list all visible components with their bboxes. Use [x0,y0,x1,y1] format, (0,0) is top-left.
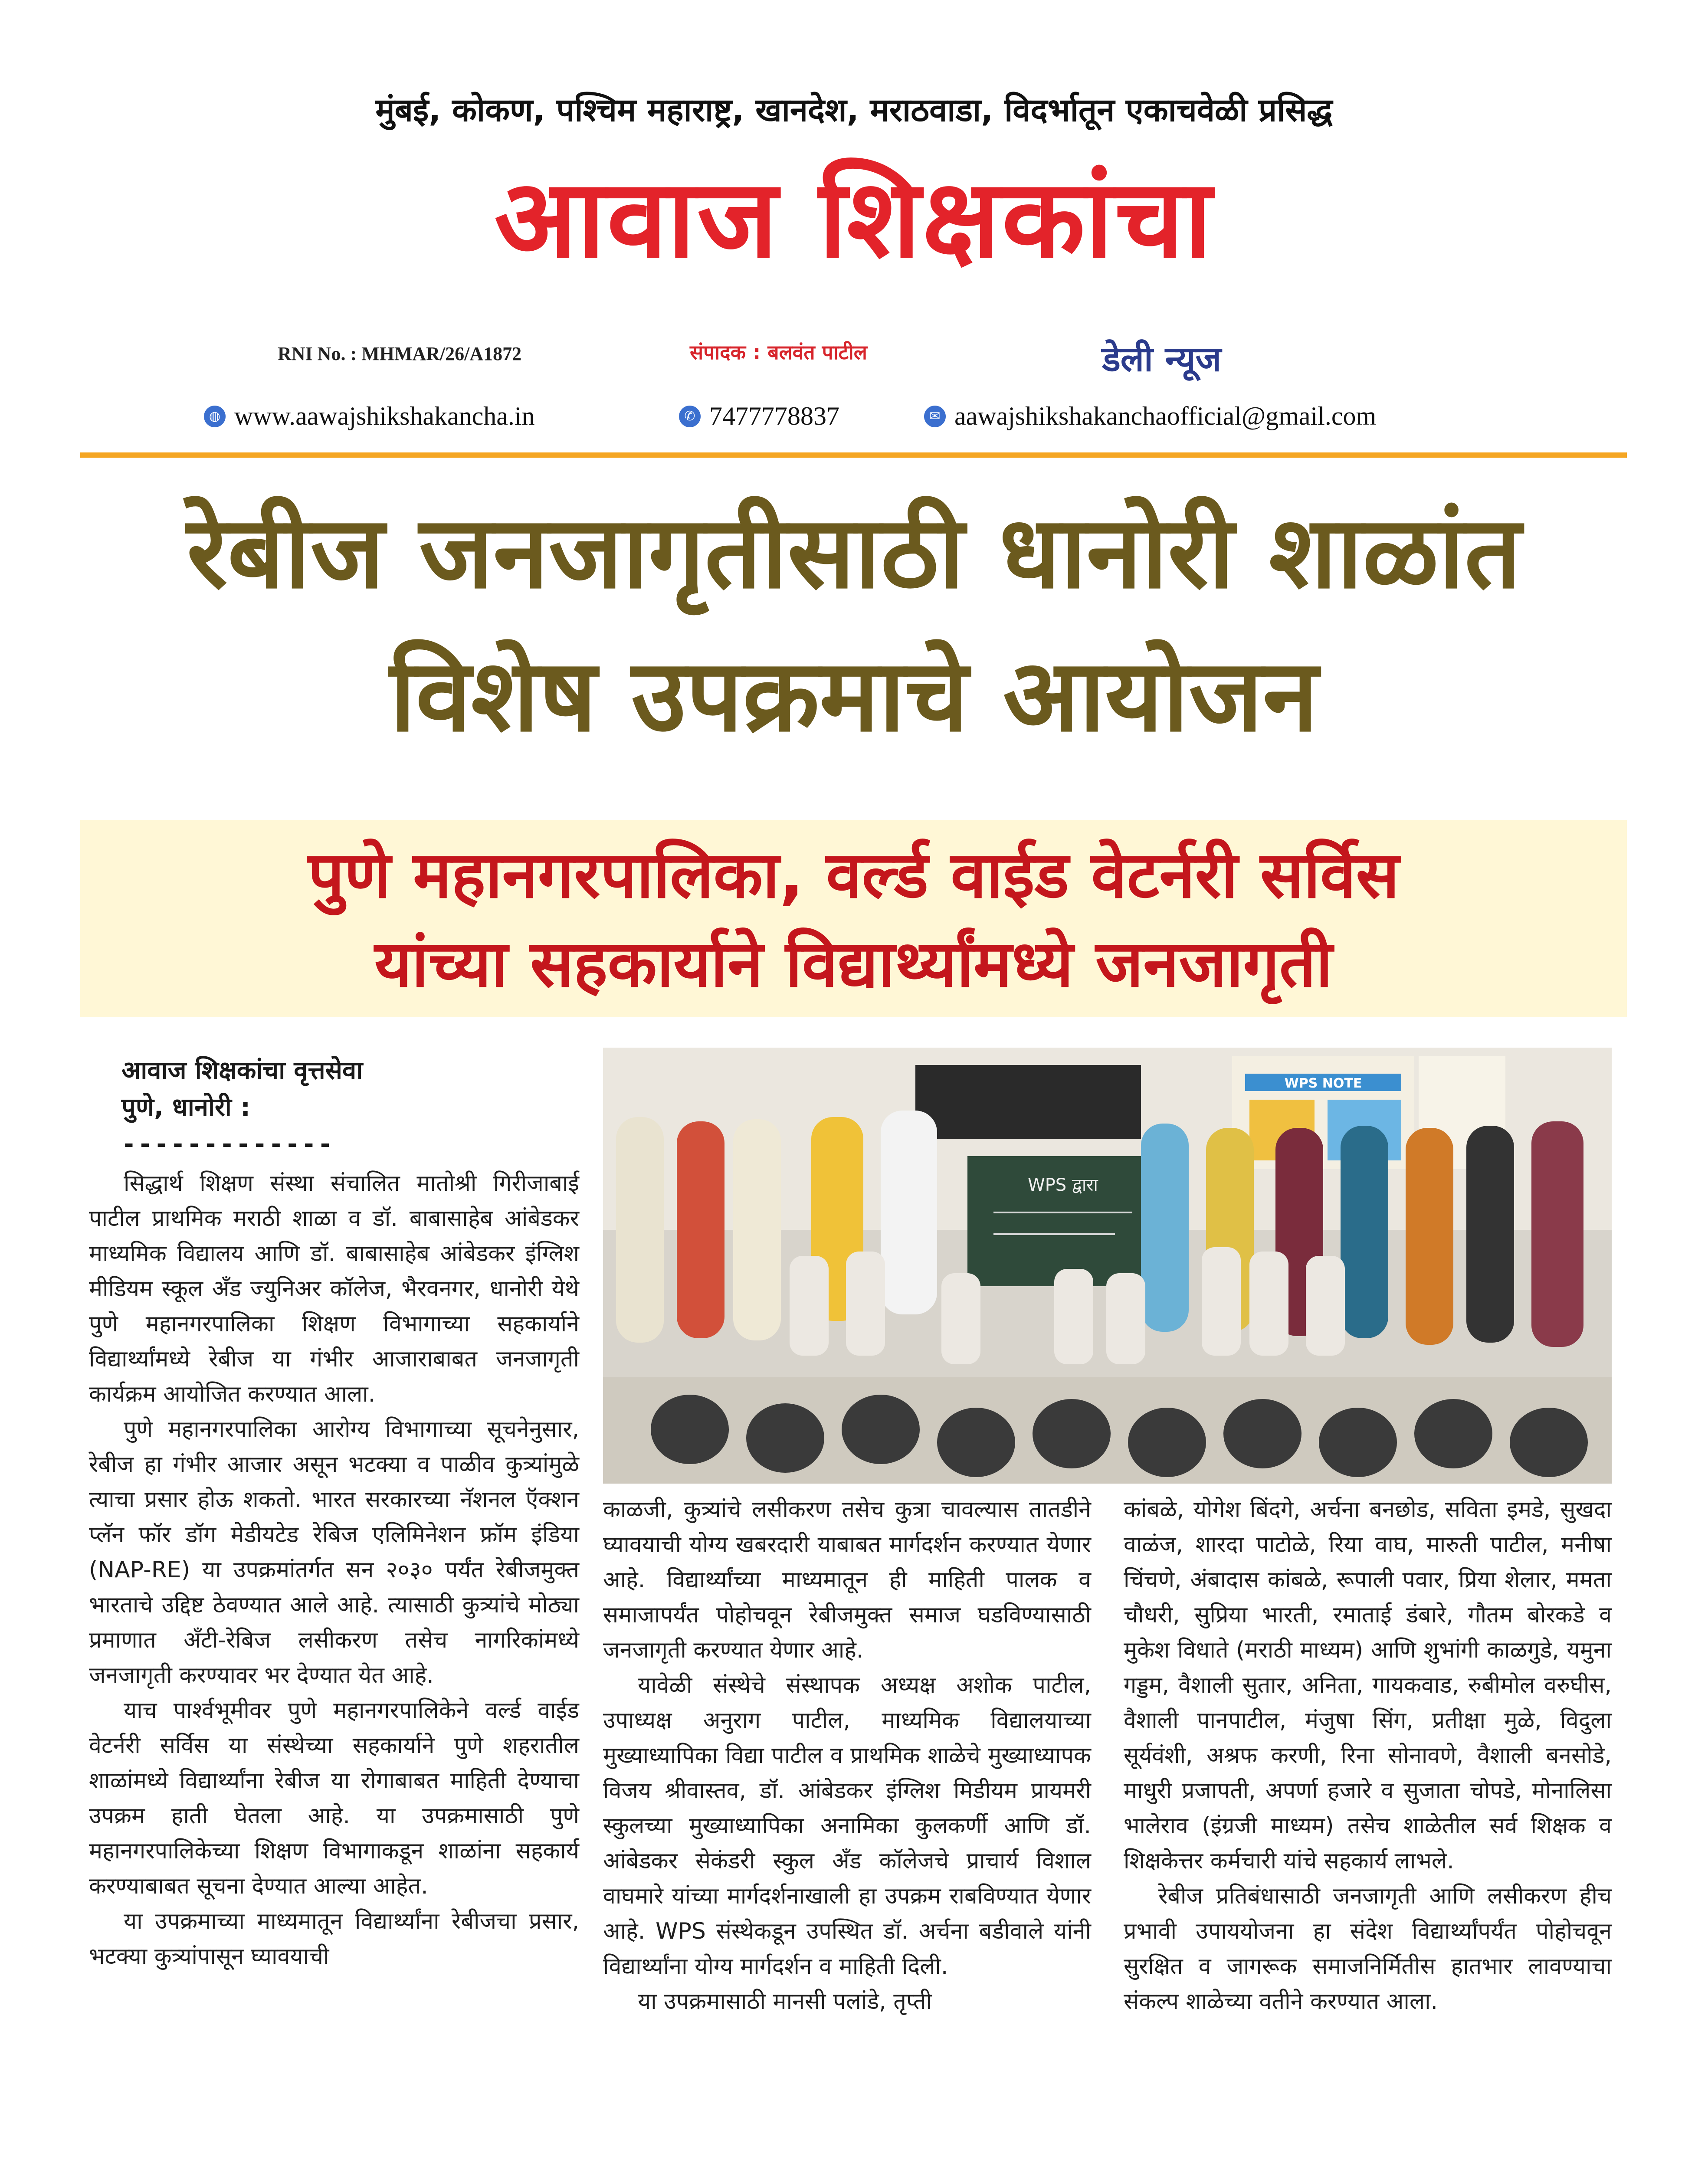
subhead-line-2: यांच्या सहकार्याने विद्यार्थ्यांमध्ये जनजागृती [374,927,1333,1001]
poster-title: WPS NOTE [1284,1076,1362,1091]
column-2-paragraph-1: काळजी, कुत्र्यांचे लसीकरण तसेच कुत्रा चावल्यास तातडीने घ्यावयाची योग्य खबरदारी याबाबत मार्गदर्शन करण्यात येणार आहे. विद्यार्थ्यांच्या माध्यमातून ही माहिती पालक व समाजापर्यंत पोहोचवून रेबीजमुक्त समाज घडविण्यासाठी जनजागृती करण्यात येणार आहे. [603,1497,1091,1663]
email-text: aawajshikshakanchaofficial@gmail.com [954,402,1377,430]
article-column-1 [89,1166,579,1974]
editor-credit: संपादक : बलवंत पाटील [690,341,867,364]
phone-text: 7477778837 [709,402,839,430]
subheadline [80,831,1627,1009]
column-3-paragraph-1: कांबळे, योगेश बिंदगे, अर्चना बनछोड, सविता इमडे, सुखदा वाळंज, शारदा पाटोळे, रिया वाघ, मारुती पाटील, मनीषा चिंचणे, अंबादास कांबळे, रूपाली पवार, प्रिया शेलार, ममता चौधरी, सुप्रिया भारती, रमाताई डंबारे, गौतम बोरकडे व मुकेश विधाते (मराठी माध्यम) आणि शुभांगी काळगुडे, यमुना गड्डम, वैशाली सुतार, अनिता, गायकवाड, रुबीमोल वरुघीस, वैशाली पानपाटील, मंजुषा सिंग, प्रतीक्षा मुळे, विदुला सूर्यवंशी, अश्रफ करणी, रिना सोनावणे, वैशाली बनसोडे, माधुरी प्रजापती, अपर्णा हजारे व सुजाता चोपडे, मोनालिसा भालेराव (इंग्रजी माध्यम) तसेच शाळेतील सर्व शिक्षक व शिक्षकेत्तर कर्मचारी यांचे सहकार्य लाभले. [1124,1497,1612,1874]
phone-icon: ✆ [679,406,701,427]
tagline: मुंबई, कोकण, पश्चिम महाराष्ट्र, खानदेश, मराठवाडा, विदर्भातून एकाचवेळी प्रसिद्ध [375,92,1333,129]
email-icon: ✉ [924,406,946,427]
headline-line-2: विशेष उपक्रमाचे आयोजन [390,638,1318,754]
byline-place: पुणे, धानोरी : [121,1092,251,1122]
globe-icon: ◍ [204,406,226,427]
article-column-3 [1124,1492,1612,2019]
chalkboard-text: WPS द्वारा [1028,1175,1098,1195]
article-column-2 [603,1492,1091,2019]
article-photo [603,1048,1612,1484]
column-1-paragraph-1: सिद्धार्थ शिक्षण संस्था संचालित मातोश्री गिरीजाबाई पाटील प्राथमिक मराठी शाळा व डॉ. बाबासाहेब आंबेडकर माध्यमिक विद्यालय आणि डॉ. बाबासाहेब आंबेडकर इंग्लिश मीडियम स्कूल अँड ज्युनिअर कॉलेज, भैरवनगर, धानोरी येथे पुणे महानगरपालिका शिक्षण विभागाच्या सहकार्याने विद्यार्थ्यांमध्ये रेबीज या गंभीर आजाराबाबत जनजागृती कार्यक्रम आयोजित करण्यात आला. [89,1170,579,1407]
masthead-title: आवाज शिक्षकांचा [494,156,1214,282]
column-1-paragraph-4: या उपक्रमाच्या माध्यमातून विद्यार्थ्यांना रेबीजचा प्रसार, भटक्या कुत्र्यांपासून घ्यावयाची [89,1908,579,1969]
column-1-paragraph-2: पुणे महानगरपालिका आरोग्य विभागाच्या सूचनेनुसार, रेबीज हा गंभीर आजार असून भटक्या व पाळीव कुत्र्यांमुळे त्याचा प्रसार होऊ शकतो. भारत सरकारच्या नॅशनल ऍक्शन प्लॅन फॉर डॉग मेडीयटेड रेबिज एलिमिनेशन फ्रॉम इंडिया (NAP-RE) या उपक्रमांतर्गत सन २०३० पर्यंत रेबीजमुक्त भारताचे उद्दिष्ट ठेवण्यात आले आहे. त्यासाठी कुत्र्यांचे मोठ्या प्रमाणात अँटी-रेबिज लसीकरण तसेच नागरिकांमध्ये जनजागृती करण्यावर भर देण्यात येत आहे. [89,1416,579,1688]
column-3-paragraph-2: रेबीज प्रतिबंधासाठी जनजागृती आणि लसीकरण हीच प्रभावी उपाययोजना हा संदेश विद्यार्थ्यांपर्यंत पोहोचवून सुरक्षित व जागरूक समाजनिर्मितीस हातभार लावण्याचा संकल्प शाळेच्या वतीने करण्यात आला. [1124,1883,1612,2015]
byline-dashes: ------------- [121,1130,334,1158]
rni-number: RNI No. : MHMAR/26/A1872 [278,343,522,364]
byline-service: आवाज शिक्षकांचा वृत्तसेवा [121,1055,363,1085]
headline-line-1: रेबीज जनजागृतीसाठी धानोरी शाळांत [187,495,1521,611]
phone-contact [679,401,839,431]
header-divider [80,452,1627,458]
email-contact [924,401,1376,431]
column-1-paragraph-3: याच पार्श्वभूमीवर पुणे महानगरपालिकेने वर्ल्ड वाईड वेटर्नरी सर्विस या संस्थेच्या सहकार्याने पुणे शहरातील शाळांमध्ये विद्यार्थ्यांना रेबीज या रोगाबाबत माहिती देण्याचा उपक्रम हाती घेतला आहे. या उपक्रमासाठी पुणे महानगरपालिकेच्या शिक्षण विभागाकडून शाळांना सहकार्य करण्याबाबत सूचना देण्यात आल्या आहेत. [89,1697,579,1899]
students-group-photo [603,1048,1612,1484]
daily-news-label: डेली न्यूज [1102,339,1221,379]
subhead-line-1: पुणे महानगरपालिका, वर्ल्ड वाईड वेटर्नरी सर्विस [308,838,1400,912]
website-text: www.aawajshikshakancha.in [234,402,535,430]
column-2-paragraph-3: या उपक्रमासाठी मानसी पलांडे, तृप्ती [638,1989,932,2015]
website-contact [204,401,535,431]
column-2-paragraph-2: यावेळी संस्थेचे संस्थापक अध्यक्ष अशोक पाटील, उपाध्यक्ष अनुराग पाटील, माध्यमिक विद्यालयाच्या मुख्याध्यापिका विद्या पाटील व प्राथमिक शाळेचे मुख्याध्यापक विजय श्रीवास्तव, डॉ. आंबेडकर इंग्लिश मिडीयम प्रायमरी स्कुलच्या मुख्याध्यापिका अनामिका कुलकर्णी आणि डॉ. आंबेडकर सेकंडरी स्कुल अँड कॉलेजचे प्राचार्य विशाल वाघमारे यांच्या मार्गदर्शनाखाली हा उपक्रम राबविण्यात येणार आहे. WPS संस्थेकडून उपस्थित डॉ. अर्चना बडीवाले यांनी विद्यार्थ्यांना योग्य मार्गदर्शन व माहिती दिली. [603,1672,1091,1979]
headline [0,482,1708,768]
